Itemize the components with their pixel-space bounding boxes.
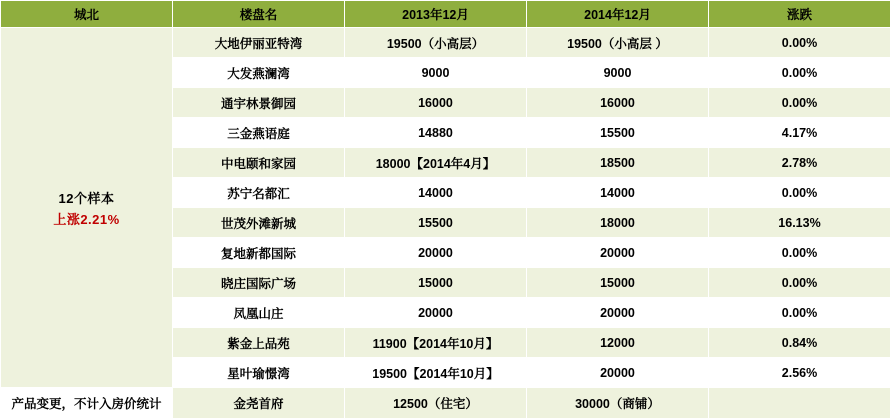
price-2013: 15000: [345, 268, 527, 298]
project-name: 中电颐和家园: [173, 148, 345, 178]
price-2013: 14000: [345, 178, 527, 208]
project-name: 大地伊丽亚特湾: [173, 28, 345, 58]
header-project-name: 楼盘名: [173, 1, 345, 28]
price-2014: 12000: [527, 328, 709, 358]
area-summary-cell: [1, 28, 173, 388]
change-value: 0.00%: [709, 178, 890, 208]
header-price-2014: 2014年12月: [527, 1, 709, 28]
table-row: [1, 28, 890, 58]
change-value: [709, 388, 890, 419]
price-2013: 12500（住宅）: [345, 388, 527, 419]
price-2013: 9000: [345, 58, 527, 88]
area-sample-count: 12个样本: [59, 188, 115, 207]
price-2014: 9000: [527, 58, 709, 88]
area-change-value: 上涨2.21%: [53, 209, 119, 228]
change-value: 0.84%: [709, 328, 890, 358]
change-value: 0.00%: [709, 88, 890, 118]
table-header-row: [1, 1, 890, 28]
price-2014: 20000: [527, 358, 709, 388]
change-value: 4.17%: [709, 118, 890, 148]
project-name: 通宇林景御园: [173, 88, 345, 118]
project-name: 紫金上品苑: [173, 328, 345, 358]
price-2014: 18000: [527, 208, 709, 238]
header-price-2013: 2013年12月: [345, 1, 527, 28]
price-2014: 14000: [527, 178, 709, 208]
price-2014: 15500: [527, 118, 709, 148]
change-value: 16.13%: [709, 208, 890, 238]
price-2013: 20000: [345, 238, 527, 268]
header-change: 涨跌: [709, 1, 890, 28]
price-2014: 20000: [527, 238, 709, 268]
change-value: 0.00%: [709, 58, 890, 88]
price-2013: 14880: [345, 118, 527, 148]
change-value: 0.00%: [709, 238, 890, 268]
table-footer-row: [1, 388, 890, 419]
price-2013: 19500（小高层）: [345, 28, 527, 58]
change-value: 0.00%: [709, 268, 890, 298]
change-value: 2.78%: [709, 148, 890, 178]
change-value: 0.00%: [709, 28, 890, 58]
price-2014: 18500: [527, 148, 709, 178]
price-2014: 16000: [527, 88, 709, 118]
project-name: 晓庄国际广场: [173, 268, 345, 298]
price-2013: 19500【2014年10月】: [345, 358, 527, 388]
footer-note: 产品变更，不计入房价统计: [1, 388, 173, 419]
price-2014: 19500（小高层 ）: [527, 28, 709, 58]
project-name: 星叶瑜憬湾: [173, 358, 345, 388]
project-name: 三金燕语庭: [173, 118, 345, 148]
change-value: 2.56%: [709, 358, 890, 388]
project-name: 大发燕澜湾: [173, 58, 345, 88]
price-2013: 16000: [345, 88, 527, 118]
price-2014: 30000（商铺）: [527, 388, 709, 419]
change-value: 0.00%: [709, 298, 890, 328]
price-2013: 20000: [345, 298, 527, 328]
project-name: 复地新都国际: [173, 238, 345, 268]
project-name: 凤凰山庄: [173, 298, 345, 328]
price-2013: 18000【2014年4月】: [345, 148, 527, 178]
price-2013: 15500: [345, 208, 527, 238]
project-name: 苏宁名都汇: [173, 178, 345, 208]
header-area: 城北: [1, 1, 173, 28]
price-2014: 15000: [527, 268, 709, 298]
price-2014: 20000: [527, 298, 709, 328]
project-name: 金尧首府: [173, 388, 345, 419]
price-2013: 11900【2014年10月】: [345, 328, 527, 358]
project-name: 世茂外滩新城: [173, 208, 345, 238]
